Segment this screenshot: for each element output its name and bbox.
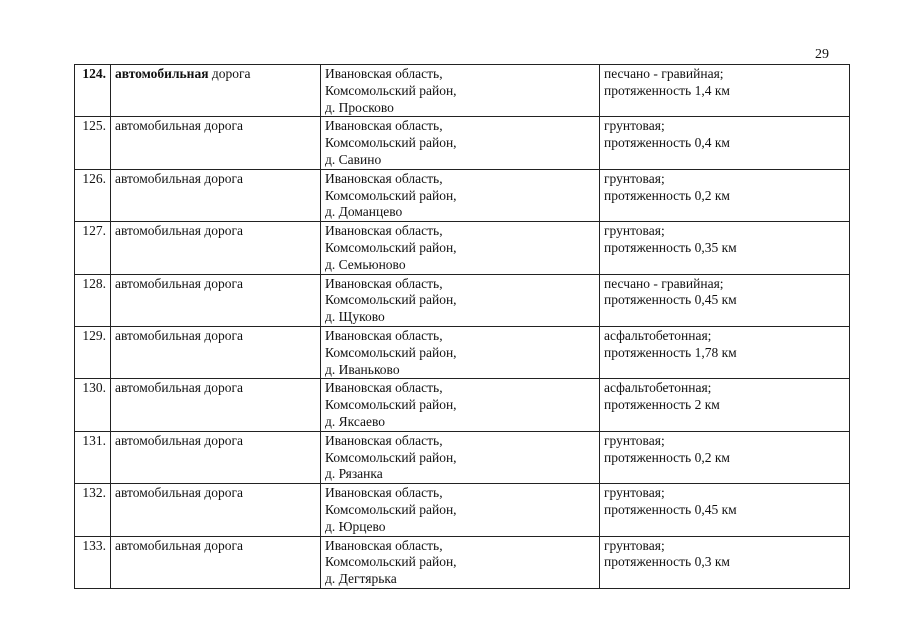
object-description [600,65,850,117]
registry-table-body [75,65,850,589]
location-line: д. Дегтярька [325,571,397,587]
location-line: д. Просково [325,99,394,115]
description-line: протяженность 0,3 км [604,554,730,570]
table-row [75,536,850,588]
object-description [600,326,850,378]
table-row [75,326,850,378]
object-name: автомобильная дорога [111,222,321,274]
description-line: протяженность 0,35 км [604,239,737,255]
location-line: Ивановская область, [325,327,443,343]
page-number: 29 [815,47,829,62]
description-line: песчано - гравийная; [604,275,724,291]
object-location [321,274,600,326]
object-name: автомобильная дорога [111,117,321,169]
row-number: 125. [75,117,111,169]
row-number: 130. [75,379,111,431]
object-description [600,379,850,431]
object-description [600,536,850,588]
location-line: Комсомольский район, [325,344,457,360]
table-row [75,117,850,169]
location-line: Комсомольский район, [325,449,457,465]
location-line: Комсомольский район, [325,82,457,98]
row-number: 126. [75,169,111,221]
description-line: грунтовая; [604,432,665,448]
object-description [600,169,850,221]
object-location [321,431,600,483]
description-line: протяженность 1,4 км [604,82,730,98]
location-line: Ивановская область, [325,170,443,186]
location-line: д. Рязанка [325,466,383,482]
object-location [321,326,600,378]
object-location [321,117,600,169]
table-row [75,379,850,431]
object-name: автомобильная дорога [111,536,321,588]
description-line: песчано - гравийная; [604,66,724,81]
location-line: д. Иваньково [325,361,400,377]
location-line: д. Доманцево [325,204,403,220]
description-line: протяженность 0,45 км [604,292,737,308]
object-description [600,274,850,326]
object-location [321,484,600,536]
location-line: Ивановская область, [325,118,443,134]
description-line: асфальтобетонная; [604,327,712,343]
table-row [75,169,850,221]
location-line: Ивановская область, [325,485,443,501]
location-line: д. Юрцево [325,518,386,534]
location-line: д. Семьюново [325,256,406,272]
object-description [600,222,850,274]
description-line: протяженность 0,2 км [604,449,730,465]
object-name: автомобильная дорога [111,379,321,431]
location-line: Комсомольский район, [325,292,457,308]
table-row [75,484,850,536]
table-row [75,274,850,326]
object-name: автомобильная дорога [111,65,321,117]
object-name: автомобильная дорога [111,169,321,221]
location-line: Ивановская область, [325,66,443,81]
object-location [321,169,600,221]
description-line: асфальтобетонная; [604,380,712,396]
object-description [600,117,850,169]
location-line: Ивановская область, [325,380,443,396]
object-name: автомобильная дорога [111,484,321,536]
object-description [600,431,850,483]
object-location [321,536,600,588]
location-line: Комсомольский район, [325,187,457,203]
location-line: д. Савино [325,151,382,167]
table-row [75,431,850,483]
object-name: автомобильная дорога [111,274,321,326]
description-line: протяженность 0,2 км [604,187,730,203]
location-line: Комсомольский район, [325,554,457,570]
object-location [321,222,600,274]
location-line: Комсомольский район, [325,239,457,255]
row-number: 131. [75,431,111,483]
description-line: протяженность 0,4 км [604,135,730,151]
row-number: 127. [75,222,111,274]
object-name: автомобильная дорога [111,431,321,483]
object-name-emphasis: автомобильная [115,66,209,81]
description-line: протяженность 1,78 км [604,344,737,360]
description-line: протяженность 0,45 км [604,501,737,517]
location-line: Ивановская область, [325,432,443,448]
table-row [75,65,850,117]
object-location [321,379,600,431]
row-number: 129. [75,326,111,378]
location-line: Комсомольский район, [325,397,457,413]
object-name: автомобильная дорога [111,326,321,378]
location-line: Ивановская область, [325,275,443,291]
description-line: грунтовая; [604,170,665,186]
location-line: Ивановская область, [325,537,443,553]
location-line: Ивановская область, [325,223,443,239]
row-number: 132. [75,484,111,536]
location-line: Комсомольский район, [325,501,457,517]
row-number: 128. [75,274,111,326]
description-line: грунтовая; [604,223,665,239]
row-number: 124. [75,65,111,117]
object-location [321,65,600,117]
road-registry-table [74,64,850,589]
description-line: грунтовая; [604,485,665,501]
location-line: д. Щуково [325,309,385,325]
object-description [600,484,850,536]
location-line: Комсомольский район, [325,135,457,151]
description-line: протяженность 2 км [604,397,720,413]
row-number: 133. [75,536,111,588]
table-row [75,222,850,274]
location-line: д. Яксаево [325,413,386,429]
description-line: грунтовая; [604,118,665,134]
description-line: грунтовая; [604,537,665,553]
